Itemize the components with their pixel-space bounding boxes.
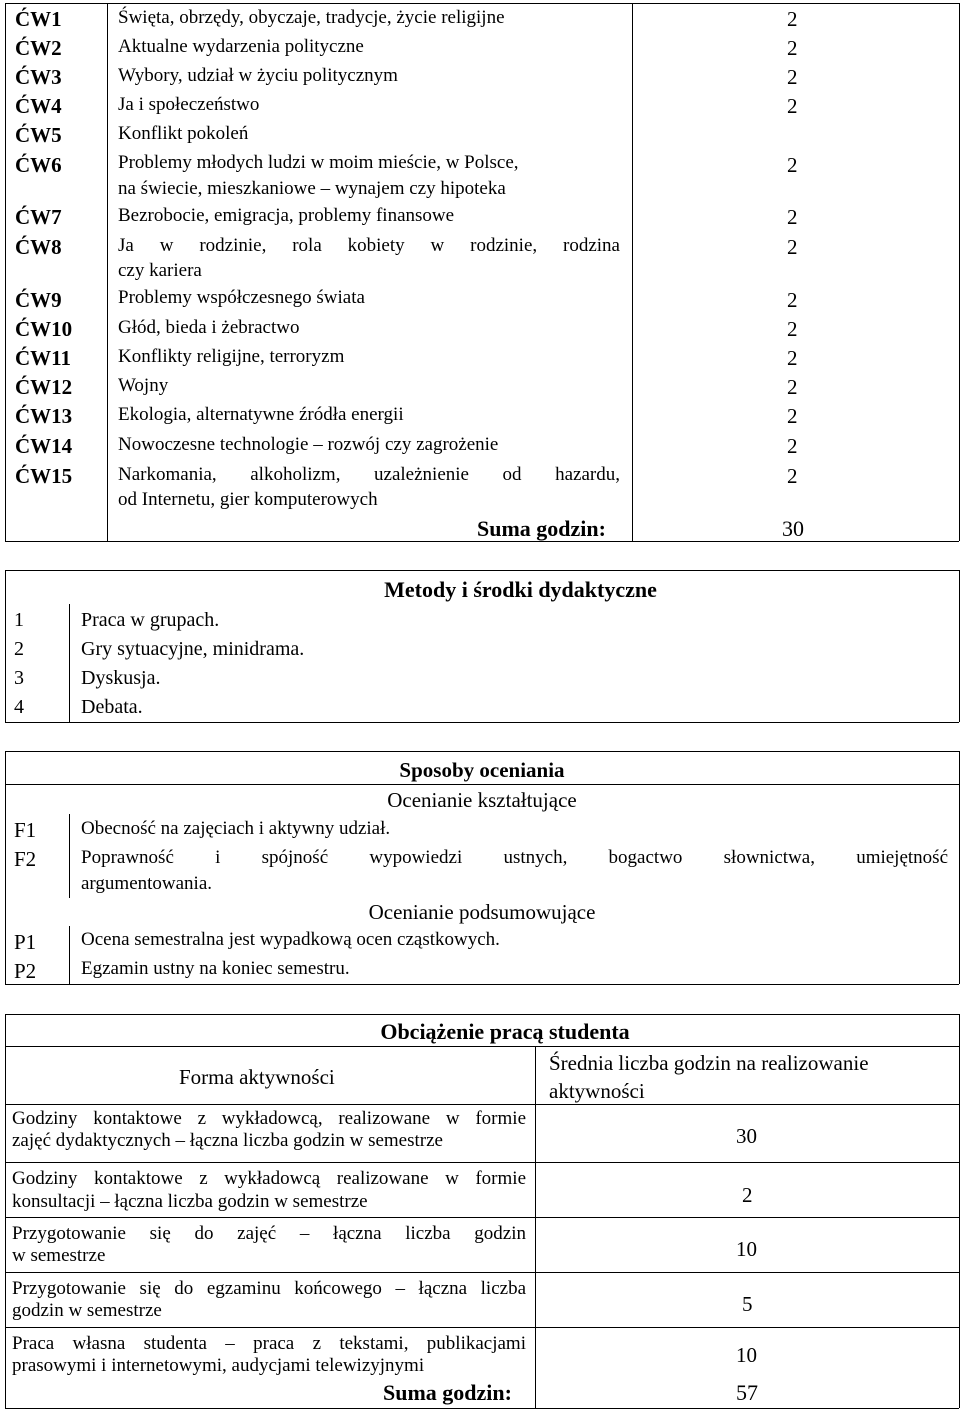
item-text: Egzamin ustny na koniec semestru. — [81, 958, 350, 979]
item-code: F1 — [14, 818, 37, 842]
row-hours: 2 — [787, 375, 798, 399]
row-hours: 2 — [787, 153, 798, 177]
row-hours: 2 — [787, 235, 798, 259]
row-topic-line1: Narkomania, alkoholizm, uzależnienie od hazardu, — [118, 464, 620, 485]
row-topic-line2: czy kariera — [118, 260, 202, 281]
activity-hours: 2 — [742, 1183, 753, 1207]
row-hours: 2 — [787, 317, 798, 341]
row-code: ĆW12 — [15, 375, 73, 399]
row-topic: Konflikty religijne, terroryzm — [118, 346, 345, 367]
item-text-line1: Poprawność i spójność wypowiedzi ustnych, bogactwo słownictwa, umiejętność — [81, 847, 948, 868]
item-number: 3 — [14, 667, 24, 689]
assessment-title: Sposoby oceniania — [399, 758, 565, 782]
sum-value: 30 — [782, 516, 804, 541]
row-hours: 2 — [787, 288, 798, 312]
row-code: ĆW13 — [15, 404, 73, 428]
activity-hours: 10 — [736, 1237, 757, 1261]
activity-line2: prasowymi i internetowymi, audycjami telewizyjnymi — [12, 1355, 425, 1376]
row-topic: Problemy współczesnego świata — [118, 287, 365, 308]
row-code: ĆW3 — [15, 65, 62, 89]
activity-hours: 10 — [736, 1343, 757, 1367]
row-code: ĆW14 — [15, 434, 73, 458]
row-topic: Ja i społeczeństwo — [118, 94, 260, 115]
row-code: ĆW10 — [15, 317, 73, 341]
sum-label: Suma godzin: — [477, 516, 606, 541]
activity-line2: w semestrze — [12, 1245, 106, 1266]
row-code: ĆW9 — [15, 288, 62, 312]
workload-title: Obciążenie pracą studenta — [380, 1019, 630, 1044]
row-topic-line1: Ja w rodzinie, rola kobiety w rodzinie, rodzina — [118, 235, 620, 256]
row-hours: 2 — [787, 7, 798, 31]
methods-title: Metody i środki dydaktyczne — [384, 577, 657, 602]
item-code: F2 — [14, 847, 37, 871]
activity-line1: Przygotowanie się do egzaminu końcowego – łączna liczba — [12, 1278, 526, 1299]
row-topic: Aktualne wydarzenia polityczne — [118, 36, 364, 57]
row-code: ĆW6 — [15, 153, 62, 177]
row-topic: Wojny — [118, 375, 169, 396]
row-hours: 2 — [787, 94, 798, 118]
row-code: ĆW4 — [15, 94, 62, 118]
row-hours: 2 — [787, 65, 798, 89]
item-text: Obecność na zajęciach i aktywny udział. — [81, 818, 391, 839]
row-hours: 2 — [787, 346, 798, 370]
row-hours: 2 — [787, 434, 798, 458]
activity-line1: Praca własna studenta – praca z tekstami, publikacjami — [12, 1333, 526, 1354]
row-code: ĆW5 — [15, 123, 62, 147]
row-topic: Bezrobocie, emigracja, problemy finansowe — [118, 205, 455, 226]
item-number: 1 — [14, 609, 24, 631]
formative-title: Ocenianie kształtujące — [387, 788, 577, 812]
activity-line1: Przygotowanie się do zajęć – łączna liczba godzin — [12, 1223, 526, 1244]
row-topic-line2: od Internetu, gier komputerowych — [118, 489, 378, 510]
row-topic: Głód, bieda i żebractwo — [118, 317, 300, 338]
column-header-hours-line1: Średnia liczba godzin na realizowanie — [549, 1051, 869, 1075]
item-text: Debata. — [81, 696, 143, 718]
activity-hours: 5 — [742, 1292, 753, 1316]
item-text-line2: argumentowania. — [81, 873, 213, 894]
row-hours: 2 — [787, 464, 798, 488]
activity-line2: konsultacji – łączna liczba godzin w semestrze — [12, 1191, 368, 1212]
item-number: 2 — [14, 638, 24, 660]
item-text: Gry sytuacyjne, minidrama. — [81, 638, 305, 660]
row-topic: Wybory, udział w życiu politycznym — [118, 65, 398, 86]
row-topic: Konflikt pokoleń — [118, 123, 249, 144]
row-code: ĆW11 — [15, 346, 72, 370]
row-topic: Nowoczesne technologie – rozwój czy zagrożenie — [118, 434, 499, 455]
row-code: ĆW7 — [15, 205, 62, 229]
column-header-hours-line2: aktywności — [549, 1079, 645, 1103]
item-text: Ocena semestralna jest wypadkową ocen cząstkowych. — [81, 929, 500, 950]
item-number: 4 — [14, 696, 24, 718]
activity-line2: godzin w semestrze — [12, 1300, 162, 1321]
row-topic: Ekologia, alternatywne źródła energii — [118, 404, 404, 425]
row-topic-line1: Problemy młodych ludzi w moim mieście, w Polsce, — [118, 152, 519, 173]
row-hours: 2 — [787, 205, 798, 229]
activity-line1: Godziny kontaktowe z wykładowcą realizowane w formie — [12, 1168, 526, 1189]
row-code: ĆW8 — [15, 235, 62, 259]
item-text: Praca w grupach. — [81, 609, 220, 631]
row-topic: Święta, obrzędy, obyczaje, tradycje, życie religijne — [118, 7, 505, 28]
row-code: ĆW1 — [15, 7, 62, 31]
row-code: ĆW2 — [15, 36, 62, 60]
sum-label: Suma godzin: — [383, 1380, 512, 1405]
row-topic-line2: na świecie, mieszkaniowe – wynajem czy hipoteka — [118, 178, 506, 199]
activity-line1: Godziny kontaktowe z wykładowcą, realizowane w formie — [12, 1108, 526, 1129]
summative-title: Ocenianie podsumowujące — [368, 900, 596, 924]
row-hours: 2 — [787, 36, 798, 60]
activity-hours: 30 — [736, 1124, 757, 1148]
item-code: P2 — [14, 959, 37, 983]
column-header-activity: Forma aktywności — [179, 1065, 335, 1089]
item-text: Dyskusja. — [81, 667, 161, 689]
item-code: P1 — [14, 930, 37, 954]
sum-value: 57 — [736, 1380, 758, 1405]
row-code: ĆW15 — [15, 464, 73, 488]
activity-line2: zajęć dydaktycznych – łączna liczba godzin w semestrze — [12, 1130, 443, 1151]
row-hours: 2 — [787, 404, 798, 428]
